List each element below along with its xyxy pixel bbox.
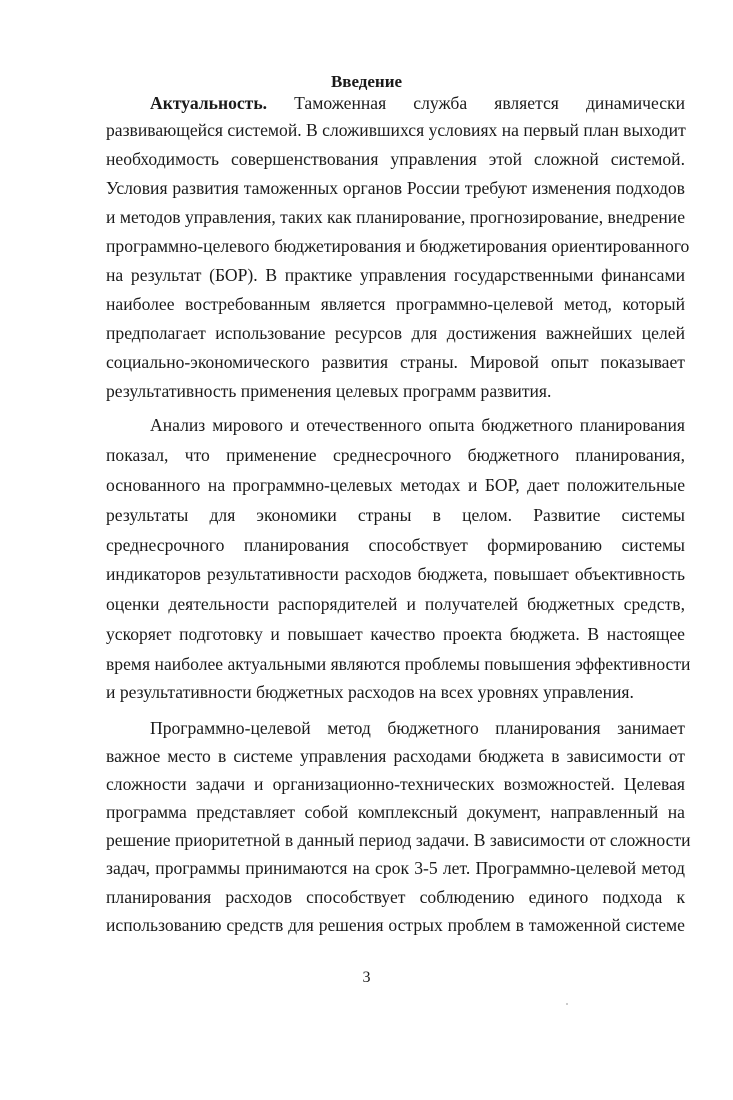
- paragraph-2-line: Анализ мирового и отечественного опыта бюджетного планирования: [150, 415, 685, 435]
- paragraph-1-line-1-text: Таможенная служба является динамически: [294, 93, 685, 113]
- paragraph-3-line: сложности задачи и организационно-технических возможностей. Целевая: [106, 774, 685, 794]
- paragraph-3-line: задач, программы принимаются на срок 3-5 лет. Программно-целевой метод: [106, 858, 685, 878]
- paragraph-1-line: развивающейся системой. В сложившихся условиях на первый план выходит: [106, 120, 686, 140]
- paragraph-3-line: использованию средств для решения острых проблем в таможенной системе: [106, 915, 685, 935]
- paragraph-2-line: показал, что применение среднесрочного бюджетного планирования,: [106, 445, 685, 465]
- paragraph-3-line: решение приоритетной в данный период задачи. В зависимости от сложности: [106, 830, 691, 850]
- paragraph-2-line: ускоряет подготовку и повышает качество проекта бюджета. В настоящее: [106, 624, 685, 644]
- paragraph-2-line: и результативности бюджетных расходов на всех уровнях управления.: [106, 682, 634, 702]
- paragraph-1-line: на результат (БОР). В практике управления государственными финансами: [106, 265, 685, 285]
- page-title: Введение: [330, 72, 403, 91]
- paragraph-3-line: важное место в системе управления расходами бюджета в зависимости от: [106, 746, 685, 766]
- paragraph-2-line: среднесрочного планирования способствует формированию системы: [106, 535, 685, 555]
- paragraph-3-line: планирования расходов способствует соблюдению единого подхода к: [106, 887, 685, 907]
- paragraph-1-line: программно-целевого бюджетирования и бюджетирования ориентированного: [106, 236, 690, 256]
- paragraph-2-line: основанного на программно-целевых методах и БОР, дает положительные: [106, 475, 685, 495]
- paragraph-1-line: наиболее востребованным является программно-целевой метод, который: [106, 294, 685, 314]
- paragraph-1-line: предполагает использование ресурсов для достижения важнейших целей: [106, 323, 685, 343]
- paragraph-1-line: Условия развития таможенных органов России требуют изменения подходов: [106, 178, 685, 198]
- paragraph-1-line: необходимость совершенствования управления этой сложной системой.: [106, 149, 685, 169]
- paragraph-3-line: Программно-целевой метод бюджетного планирования занимает: [150, 718, 685, 738]
- paragraph-1-line: и методов управления, таких как планирование, прогнозирование, внедрение: [106, 207, 686, 227]
- scan-speck: [566, 1003, 568, 1005]
- paragraph-2-line: результаты для экономики страны в целом. Развитие системы: [106, 505, 685, 525]
- paragraph-1-line: результативность применения целевых программ развития.: [106, 381, 552, 401]
- section-lead-word: Актуальность.: [150, 93, 268, 113]
- paragraph-1-line-1: [150, 92, 685, 114]
- paragraph-1-line: социально-экономического развития страны. Мировой опыт показывает: [106, 352, 685, 372]
- paragraph-3-line: программа представляет собой комплексный документ, направленный на: [106, 802, 685, 822]
- paragraph-2-line: оценки деятельности распорядителей и получателей бюджетных средств,: [106, 594, 685, 614]
- page-number: 3: [362, 969, 371, 986]
- paragraph-2-line: время наиболее актуальными являются проблемы повышения эффективности: [106, 654, 691, 674]
- paragraph-2-line: индикаторов результативности расходов бюджета, повышает объективность: [106, 564, 685, 584]
